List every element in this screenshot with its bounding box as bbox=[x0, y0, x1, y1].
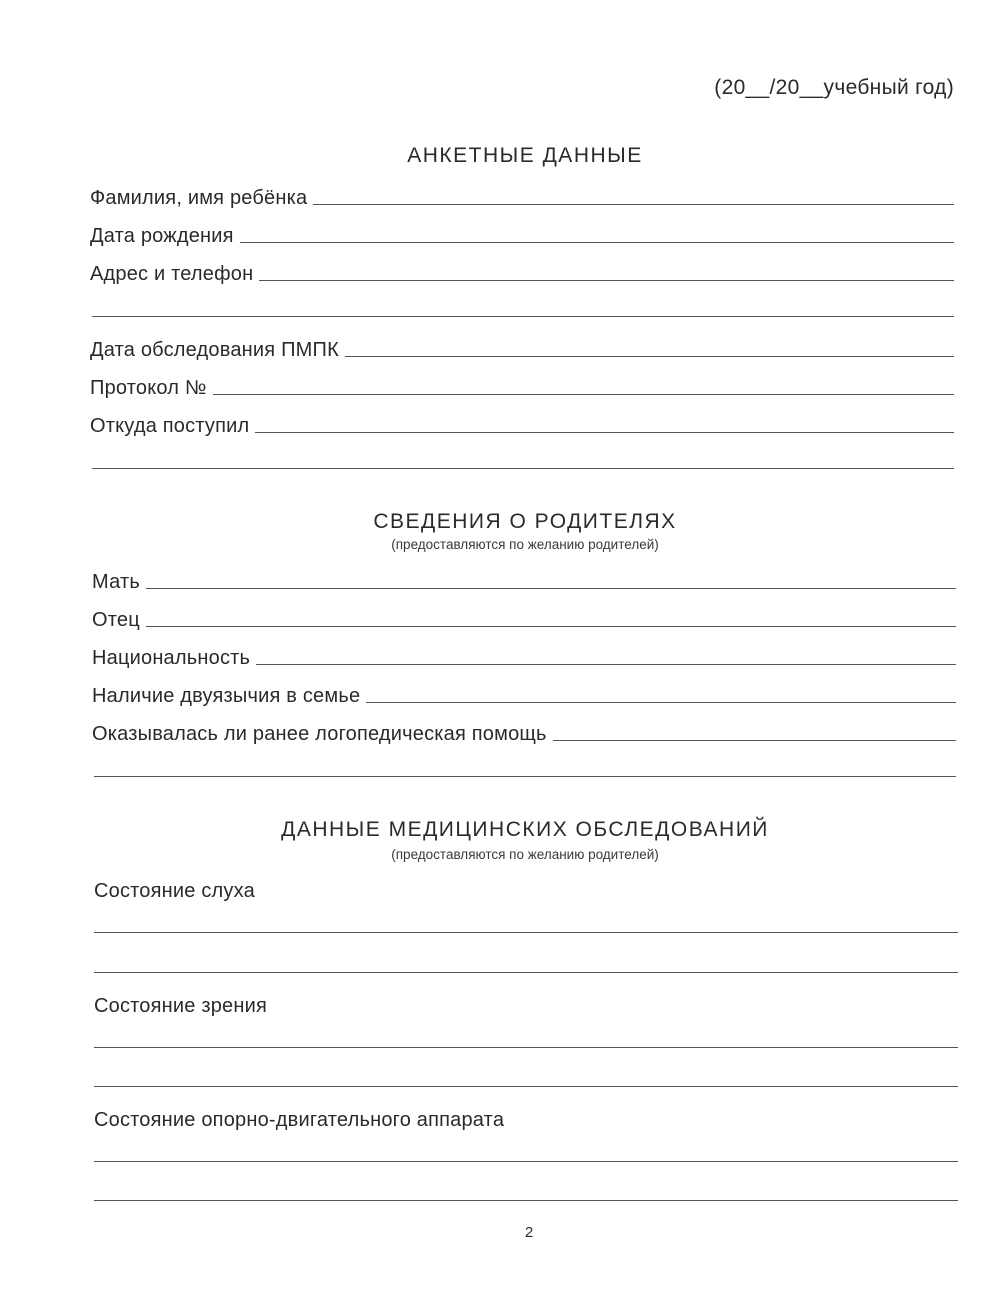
section-title-medical: ДАННЫЕ МЕДИЦИНСКИХ ОБСЛЕДОВАНИЙ bbox=[281, 818, 769, 841]
address-phone-field[interactable] bbox=[90, 258, 954, 286]
address-phone-line[interactable] bbox=[259, 279, 954, 281]
bilingualism-field[interactable] bbox=[92, 680, 956, 708]
father-field[interactable] bbox=[92, 604, 956, 632]
section-subtitle-medical: (предоставляются по желанию родителей) bbox=[391, 847, 659, 862]
hearing-line-1[interactable] bbox=[94, 932, 958, 933]
birth-date-field[interactable] bbox=[90, 220, 954, 248]
hearing-line-2[interactable] bbox=[94, 972, 958, 973]
musculoskeletal-line-1[interactable] bbox=[94, 1161, 958, 1162]
pmpk-date-label: Дата обследования ПМПК bbox=[90, 339, 339, 361]
musculoskeletal-label: Состояние опорно-двигательного аппарата bbox=[94, 1109, 505, 1131]
vision-line-1[interactable] bbox=[94, 1047, 958, 1048]
birth-date-label: Дата рождения bbox=[90, 225, 234, 247]
section-title-personal: АНКЕТНЫЕ ДАННЫЕ bbox=[407, 144, 643, 167]
speech-help-label: Оказывалась ли ранее логопедическая помощь bbox=[92, 723, 547, 745]
child-name-line[interactable] bbox=[313, 203, 954, 205]
mother-field[interactable] bbox=[92, 566, 956, 594]
school-year: (20__/20__учебный год) bbox=[714, 76, 954, 99]
speech-help-field[interactable] bbox=[92, 718, 956, 746]
child-name-field[interactable] bbox=[90, 182, 954, 210]
address-phone-extra-line[interactable] bbox=[92, 316, 954, 317]
nationality-field[interactable] bbox=[92, 642, 956, 670]
address-phone-label: Адрес и телефон bbox=[90, 263, 254, 285]
came-from-line[interactable] bbox=[255, 431, 954, 433]
father-line[interactable] bbox=[146, 625, 956, 627]
musculoskeletal-line-2[interactable] bbox=[94, 1200, 958, 1201]
father-label: Отец bbox=[92, 609, 140, 631]
came-from-extra-line[interactable] bbox=[92, 468, 954, 469]
section-title-parents: СВЕДЕНИЯ О РОДИТЕЛЯХ bbox=[373, 510, 677, 533]
protocol-label: Протокол № bbox=[90, 377, 207, 399]
mother-line[interactable] bbox=[146, 587, 956, 589]
nationality-label: Национальность bbox=[92, 647, 251, 669]
nationality-line[interactable] bbox=[256, 663, 956, 665]
mother-label: Мать bbox=[92, 571, 140, 593]
bilingualism-label: Наличие двуязычия в семье bbox=[92, 685, 361, 707]
protocol-line[interactable] bbox=[213, 393, 954, 395]
vision-line-2[interactable] bbox=[94, 1086, 958, 1087]
protocol-field[interactable] bbox=[90, 372, 954, 400]
bilingualism-line[interactable] bbox=[366, 701, 956, 703]
birth-date-line[interactable] bbox=[240, 241, 954, 243]
came-from-label: Откуда поступил bbox=[90, 415, 250, 437]
child-name-label: Фамилия, имя ребёнка bbox=[90, 187, 308, 209]
vision-label: Состояние зрения bbox=[94, 995, 268, 1017]
pmpk-date-line[interactable] bbox=[345, 355, 954, 357]
speech-help-line[interactable] bbox=[553, 739, 956, 741]
speech-help-extra-line[interactable] bbox=[94, 776, 956, 777]
page-number: 2 bbox=[524, 1224, 534, 1241]
pmpk-date-field[interactable] bbox=[90, 334, 954, 362]
came-from-field[interactable] bbox=[90, 410, 954, 438]
section-subtitle-parents: (предоставляются по желанию родителей) bbox=[391, 537, 659, 552]
hearing-label: Состояние слуха bbox=[94, 880, 255, 902]
